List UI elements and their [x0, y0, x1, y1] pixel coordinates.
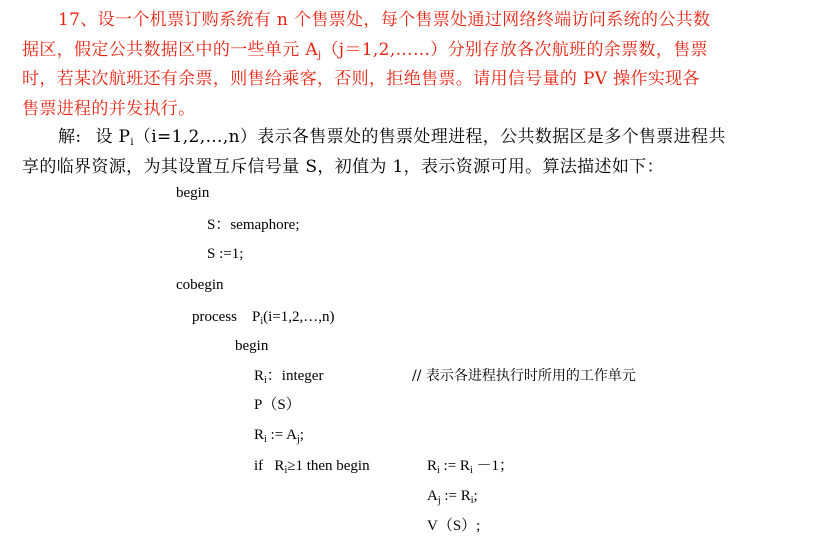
code-ri-sub-6: i: [470, 495, 474, 506]
code-dec-end: －1；: [472, 458, 514, 474]
code-ri-decl: [254, 366, 323, 386]
question-line-2: [22, 36, 822, 66]
code-process-line: [192, 307, 335, 327]
code-aj-line: [427, 486, 478, 506]
code-process-sub: i: [260, 316, 264, 327]
code-process-keyword: process: [192, 309, 237, 325]
code-decrement-line: [427, 456, 514, 476]
code-ri-sub: i: [264, 375, 267, 386]
code-semaphore-init: S :=1;: [207, 246, 244, 262]
code-process-args: (i=1,2,…,n): [263, 309, 335, 325]
code-process-p: P: [252, 309, 261, 325]
question-line-3: 时，若某次航班还有余票，则售给乘客，否则，拒绝售票。请用信号量的 PV 操作实现各: [22, 69, 700, 89]
code-ri: R: [254, 368, 265, 384]
code-ri-sub-4: i: [437, 465, 440, 476]
code-assign-line: [254, 425, 304, 445]
code-aj-sub: j: [296, 434, 300, 445]
answer-line-2: 享的临界资源，为其设置互斥信号量 S，初值为 1，表示资源可用。算法描述如下：: [22, 156, 664, 177]
answer-text: [22, 123, 822, 182]
answer-line-1: [22, 123, 822, 153]
question-line-1: 17、设一个机票订购系统有 n 个售票处，每个售票处通过网络终端访问系统的公共数: [58, 10, 711, 30]
subscript-i: i: [130, 137, 134, 148]
code-ri-sub-3: i: [284, 465, 288, 476]
code-if-line: [254, 456, 370, 476]
code-aj-end: ;: [473, 488, 478, 504]
code-ri-sub-2: i: [264, 434, 267, 445]
code-p-operation: P（S）: [254, 397, 301, 413]
code-if-keyword: if: [254, 458, 264, 474]
question-line-4: 售票进程的并发执行。: [22, 98, 196, 119]
code-ri-sub-5: i: [469, 465, 473, 476]
answer-line-1b: （i=1,2,…,n）表示各售票处的售票处理进程，公共数据区是多个售票进程共: [133, 127, 726, 147]
code-if-condition: ≥1 then begin: [287, 458, 370, 474]
question-text: [22, 6, 822, 124]
code-dec-op: := R: [439, 458, 470, 474]
code-ri-3: R: [274, 458, 285, 474]
code-aj-sub-2: j: [437, 495, 441, 506]
code-aj: A: [427, 488, 438, 504]
code-inner-begin: begin: [235, 338, 269, 354]
code-ri-4: R: [427, 458, 438, 474]
question-line-2b: （j＝1,2,……）分别存放各次航班的余票数，售票: [321, 39, 708, 60]
code-ri-2: R: [254, 427, 265, 443]
code-ri-type: ：integer: [266, 368, 324, 384]
code-aj-assign: := R: [440, 488, 471, 504]
code-v-operation: V（S）;: [427, 518, 481, 534]
code-assign-end: ;: [299, 427, 304, 443]
code-comment: // 表示各进程执行时所用的工作单元: [412, 368, 636, 384]
question-line-2a: 据区，假定公共数据区中的一些单元 A: [22, 39, 318, 60]
code-begin: begin: [176, 185, 210, 201]
code-assign-op: := A: [266, 427, 297, 443]
answer-line-1a: 设 P: [95, 127, 131, 147]
answer-label: 解:: [58, 127, 82, 147]
code-semaphore-decl: S：semaphore;: [207, 217, 300, 233]
code-cobegin: cobegin: [176, 277, 224, 293]
subscript-j: j: [317, 49, 322, 61]
